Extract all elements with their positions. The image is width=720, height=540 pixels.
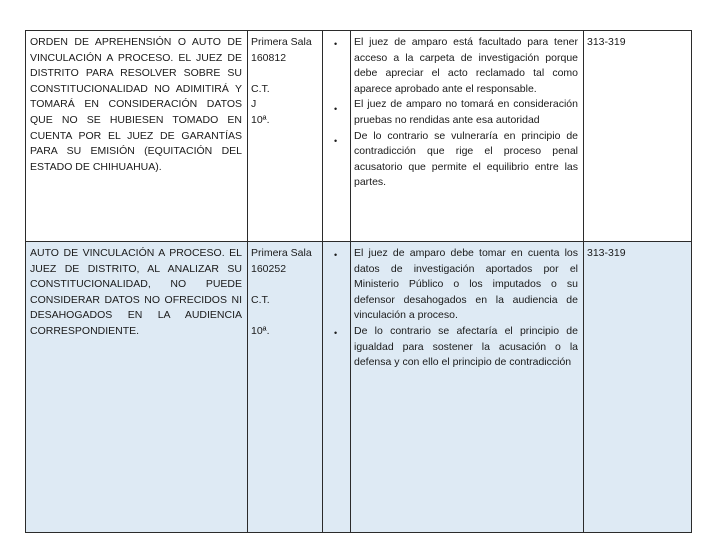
registry-epoch: 10ª. — [251, 113, 270, 126]
bullet-icon: • — [334, 136, 338, 146]
registry-number: 160252 — [251, 262, 287, 275]
point-text: El juez de amparo está facultado para tener acceso a la carpeta de investigación porque debe apreciar el acto reclamado tal como aparece aprobado ante el responsable. — [354, 36, 578, 95]
table-row — [26, 31, 692, 242]
registry-letter: J — [251, 98, 257, 111]
point-text: El juez de amparo debe tomar en cuenta los datos de investigación aportados por el Ministerio Público o los imputados o su defensor desahogados en la audiencia de vinculación a proceso. — [354, 247, 578, 322]
points-cell — [351, 31, 584, 242]
registry-number: 160812 — [251, 51, 287, 64]
registry-cell — [248, 242, 323, 533]
point-text: De lo contrario se afectaría el principio de igualdad para sostener la acusación o la defensa y con ello el principio de contradicción — [354, 324, 578, 369]
pages-cell — [584, 242, 692, 533]
registry-type: C.T. — [251, 293, 270, 306]
bullet-icon: • — [334, 39, 338, 49]
description-cell — [26, 242, 248, 533]
registry-sala: Primera Sala — [251, 36, 312, 48]
thesis-title: AUTO DE VINCULACIÓN A PROCESO. EL JUEZ DE DISTRITO, AL ANALIZAR SU CONSTITUCIONALIDAD, NO PUEDE CONSIDERAR DATOS NO OFRECIDOS NI DESAHOGADOS EN LA AUDIENCIA CORRESPONDIENTE. — [30, 247, 242, 337]
registry-type: C.T. — [251, 82, 270, 95]
bullet-icon: • — [334, 328, 338, 338]
thesis-title: ORDEN DE APREHENSIÓN O AUTO DE VINCULACIÓN A PROCESO. EL JUEZ DE DISTRITO PARA RESOLVER SOBRE SU CONSTITUCIONALIDAD NO ADIMITIRÁ Y TOMARÁ EN CONSIDERACIÓN DATOS QUE NO SE HUBIESEN TOMADO EN CUENTA POR EL JUEZ DE GARANTÍAS PARA SU EMISIÓN (EQUITACIÓN DEL ESTADO DE CHIHUAHUA). — [30, 36, 242, 173]
jurisprudence-table — [25, 30, 692, 533]
bullet-cell — [323, 31, 351, 242]
point-text: De lo contrario se vulneraría en principio de contradicción que rige el proceso penal acusatorio que permite el equilibrio entre las partes. — [354, 129, 578, 189]
point-text: El juez de amparo no tomará en consideración pruebas no rendidas ante esa autoridad — [354, 98, 578, 126]
registry-cell — [248, 31, 323, 242]
table-row — [26, 242, 692, 533]
page-range: 313-319 — [587, 36, 626, 48]
bullet-icon: • — [334, 104, 338, 114]
bullet-icon: • — [334, 250, 338, 260]
points-cell — [351, 242, 584, 533]
registry-epoch: 10ª. — [251, 324, 270, 337]
registry-sala: Primera Sala — [251, 247, 312, 259]
description-cell — [26, 31, 248, 242]
pages-cell — [584, 31, 692, 242]
bullet-cell — [323, 242, 351, 533]
page-range: 313-319 — [587, 247, 626, 259]
